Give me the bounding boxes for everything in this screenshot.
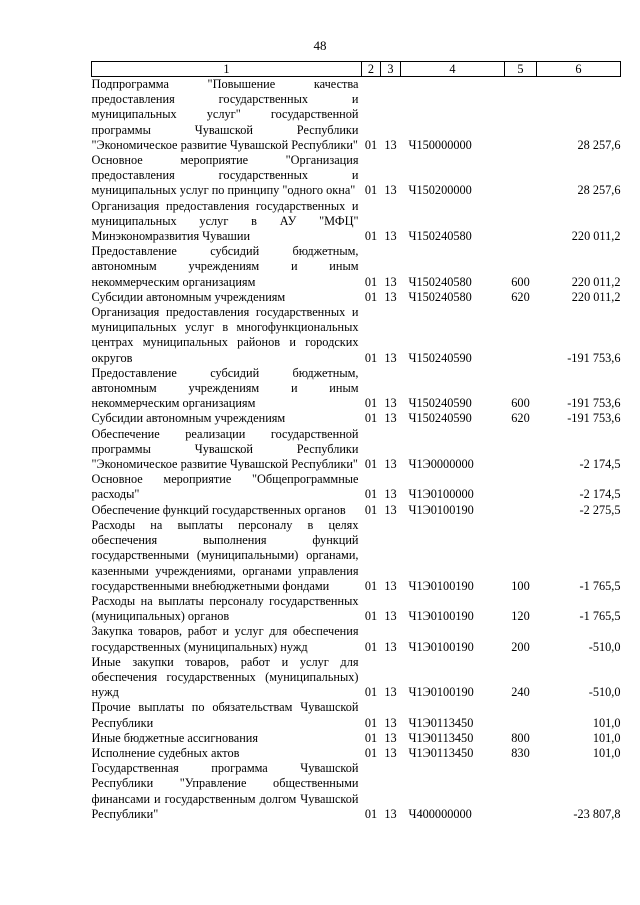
row-section: 01 (364, 457, 378, 472)
row-name: Обеспечение реализации государственной программы Чувашской Республики "Экономическое развитие Чувашской Республики" (91, 426, 359, 472)
row-subsection: 13 (384, 396, 397, 411)
row-amount: -191 753,6 (567, 350, 621, 365)
table-row (92, 366, 621, 412)
row-target-article: Ч1Э0113450 (408, 730, 474, 745)
row-section: 01 (364, 396, 378, 411)
row-subsection: 13 (384, 350, 397, 365)
row-subsection: 13 (384, 685, 397, 700)
header-col-5: 5 (505, 62, 537, 77)
row-amount: 220 011,2 (571, 289, 621, 304)
table-row (92, 77, 621, 154)
table-row (92, 199, 621, 245)
row-expense-type (505, 503, 537, 518)
row-expense-type: 620 (511, 289, 530, 304)
table-row (92, 411, 621, 426)
row-subsection: 13 (384, 806, 397, 821)
row-name: Закупка товаров, работ и услуг для обеспечения государственных (муниципальных) нужд (91, 624, 359, 654)
row-amount: -1 765,5 (579, 578, 621, 593)
row-subsection: 13 (384, 229, 397, 244)
row-name: Предоставление субсидий бюджетным, автономным учреждениям и иным некоммерческим организациям (91, 244, 359, 289)
row-subsection: 13 (384, 289, 397, 304)
header-col-4: 4 (401, 62, 505, 77)
table-row (92, 244, 621, 290)
row-expense-type: 600 (511, 274, 530, 289)
row-name: Организация предоставления государственных и муниципальных услуг в АУ "МФЦ" Минэкономразвития Чувашии (91, 198, 359, 244)
row-amount: -510,0 (588, 639, 621, 654)
row-subsection: 13 (384, 274, 397, 289)
row-expense-type (505, 761, 537, 822)
row-expense-type (505, 700, 537, 730)
row-section: 01 (364, 730, 378, 745)
row-name: Государственная программа Чувашской Республики "Управление общественными финансами и государственным долгом Чувашской Республики" (91, 761, 359, 821)
row-amount: 28 257,6 (577, 183, 621, 198)
row-section: 01 (364, 685, 378, 700)
table-row (92, 305, 621, 366)
row-section: 01 (364, 183, 378, 198)
row-target-article: Ч1Э0100190 (408, 502, 474, 517)
row-expense-type: 120 (511, 609, 530, 624)
row-subsection: 13 (384, 745, 397, 760)
row-name: Предоставление субсидий бюджетным, автономным учреждениям и иным некоммерческим организациям (91, 365, 359, 411)
row-section: 01 (364, 487, 378, 502)
row-target-article: Ч1Э0113450 (408, 715, 474, 730)
table-row (92, 518, 621, 594)
row-subsection: 13 (384, 457, 397, 472)
row-section: 01 (364, 411, 378, 426)
table-row (92, 655, 621, 701)
row-expense-type: 830 (511, 745, 530, 760)
table-row (92, 290, 621, 305)
row-section: 01 (364, 350, 378, 365)
row-section: 01 (364, 229, 378, 244)
row-name: Иные бюджетные ассигнования (91, 730, 259, 745)
row-name: Иные закупки товаров, работ и услуг для обеспечения государственных (муниципальных) нужд (91, 654, 359, 700)
row-expense-type: 800 (511, 730, 530, 745)
row-section: 01 (364, 639, 378, 654)
table-row (92, 153, 621, 199)
row-subsection: 13 (384, 609, 397, 624)
row-section: 01 (364, 715, 378, 730)
row-expense-type: 240 (511, 685, 530, 700)
row-target-article: Ч150000000 (408, 137, 472, 152)
row-subsection: 13 (384, 730, 397, 745)
row-amount: -2 275,5 (579, 502, 621, 517)
row-expense-type (505, 199, 537, 245)
row-section: 01 (364, 609, 378, 624)
row-amount: 101,0 (592, 715, 621, 730)
row-target-article: Ч150240590 (408, 350, 472, 365)
row-target-article: Ч1Э0100190 (408, 685, 474, 700)
row-name: Подпрограмма "Повышение качества предоставления государственных и муниципальных услуг" государственной программы Чувашской Республики "Экономическое развитие Чувашской Республики" (91, 77, 359, 152)
table-row (92, 594, 621, 624)
row-amount: 220 011,2 (571, 274, 621, 289)
row-subsection: 13 (384, 487, 397, 502)
row-expense-type (505, 472, 537, 502)
header-col-6: 6 (537, 62, 621, 77)
row-amount: 220 011,2 (571, 229, 621, 244)
row-amount: -191 753,6 (567, 396, 621, 411)
row-amount: -191 753,6 (567, 411, 621, 426)
header-col-3: 3 (381, 62, 401, 77)
row-name: Основное мероприятие "Общепрограммные расходы" (91, 472, 359, 502)
row-name: Организация предоставления государственных и муниципальных услуг в многофункциональных центрах муниципальных районов и городских округов (91, 305, 359, 365)
table-row (92, 503, 621, 518)
row-expense-type: 100 (511, 578, 530, 593)
row-target-article: Ч150240590 (408, 396, 472, 411)
row-section: 01 (364, 578, 378, 593)
row-target-article: Ч1Э0100190 (408, 609, 474, 624)
row-expense-type (505, 305, 537, 366)
table-row (92, 472, 621, 502)
row-name: Субсидии автономным учреждениям (91, 411, 286, 426)
row-target-article: Ч150240580 (408, 289, 472, 304)
row-subsection: 13 (384, 411, 397, 426)
table-header (92, 62, 621, 77)
row-subsection: 13 (384, 183, 397, 198)
row-target-article: Ч150240580 (408, 274, 472, 289)
table-row (92, 700, 621, 730)
row-target-article: Ч1Э0000000 (408, 457, 474, 472)
row-subsection: 13 (384, 715, 397, 730)
table-row (92, 731, 621, 746)
row-expense-type: 200 (511, 639, 530, 654)
row-target-article: Ч1Э0113450 (408, 745, 474, 760)
row-target-article: Ч150200000 (408, 183, 472, 198)
row-subsection: 13 (384, 137, 397, 152)
row-expense-type (505, 77, 537, 154)
row-expense-type: 600 (511, 396, 530, 411)
row-target-article: Ч1Э0100190 (408, 639, 474, 654)
row-section: 01 (364, 745, 378, 760)
row-amount: 101,0 (592, 730, 621, 745)
row-section: 01 (364, 274, 378, 289)
table-row (92, 761, 621, 822)
row-name: Субсидии автономным учреждениям (91, 289, 286, 304)
row-name: Расходы на выплаты персоналу государственных (муниципальных) органов (91, 593, 359, 624)
row-expense-type (505, 427, 537, 473)
row-section: 01 (364, 502, 378, 517)
row-subsection: 13 (384, 639, 397, 654)
row-section: 01 (364, 137, 378, 152)
row-amount: -2 174,5 (579, 457, 621, 472)
header-col-2: 2 (362, 62, 381, 77)
row-section: 01 (364, 806, 378, 821)
row-amount: -1 765,5 (579, 609, 621, 624)
row-name: Исполнение судебных актов (91, 745, 240, 760)
row-subsection: 13 (384, 578, 397, 593)
row-name: Расходы на выплаты персоналу в целях обеспечения выполнения функций государственными (муниципальными) органами, казенными учреждениями, органами управления государственными внебюджетными фондами (91, 517, 359, 593)
row-amount: -2 174,5 (579, 487, 621, 502)
row-name: Основное мероприятие "Организация предоставления государственных и муниципальных услуг по принципу "одного окна" (91, 153, 359, 198)
row-name: Прочие выплаты по обязательствам Чувашской Республики (91, 700, 359, 730)
row-amount: 101,0 (592, 745, 621, 760)
row-amount: 28 257,6 (577, 137, 621, 152)
row-target-article: Ч400000000 (408, 806, 472, 821)
header-col-1: 1 (92, 62, 362, 77)
row-target-article: Ч1Э0100190 (408, 578, 474, 593)
table-row (92, 746, 621, 761)
row-target-article: Ч1Э0100000 (408, 487, 474, 502)
budget-table (91, 61, 621, 822)
table-row (92, 624, 621, 654)
row-amount: -510,0 (588, 685, 621, 700)
row-name: Обеспечение функций государственных органов (91, 502, 346, 517)
row-target-article: Ч150240590 (408, 411, 472, 426)
table-row (92, 427, 621, 473)
row-target-article: Ч150240580 (408, 229, 472, 244)
row-subsection: 13 (384, 502, 397, 517)
row-amount: -23 807,8 (573, 806, 621, 821)
table-body (92, 77, 621, 822)
row-expense-type (505, 153, 537, 199)
row-expense-type: 620 (511, 411, 530, 426)
row-section: 01 (364, 289, 378, 304)
page-number: 48 (313, 38, 327, 53)
